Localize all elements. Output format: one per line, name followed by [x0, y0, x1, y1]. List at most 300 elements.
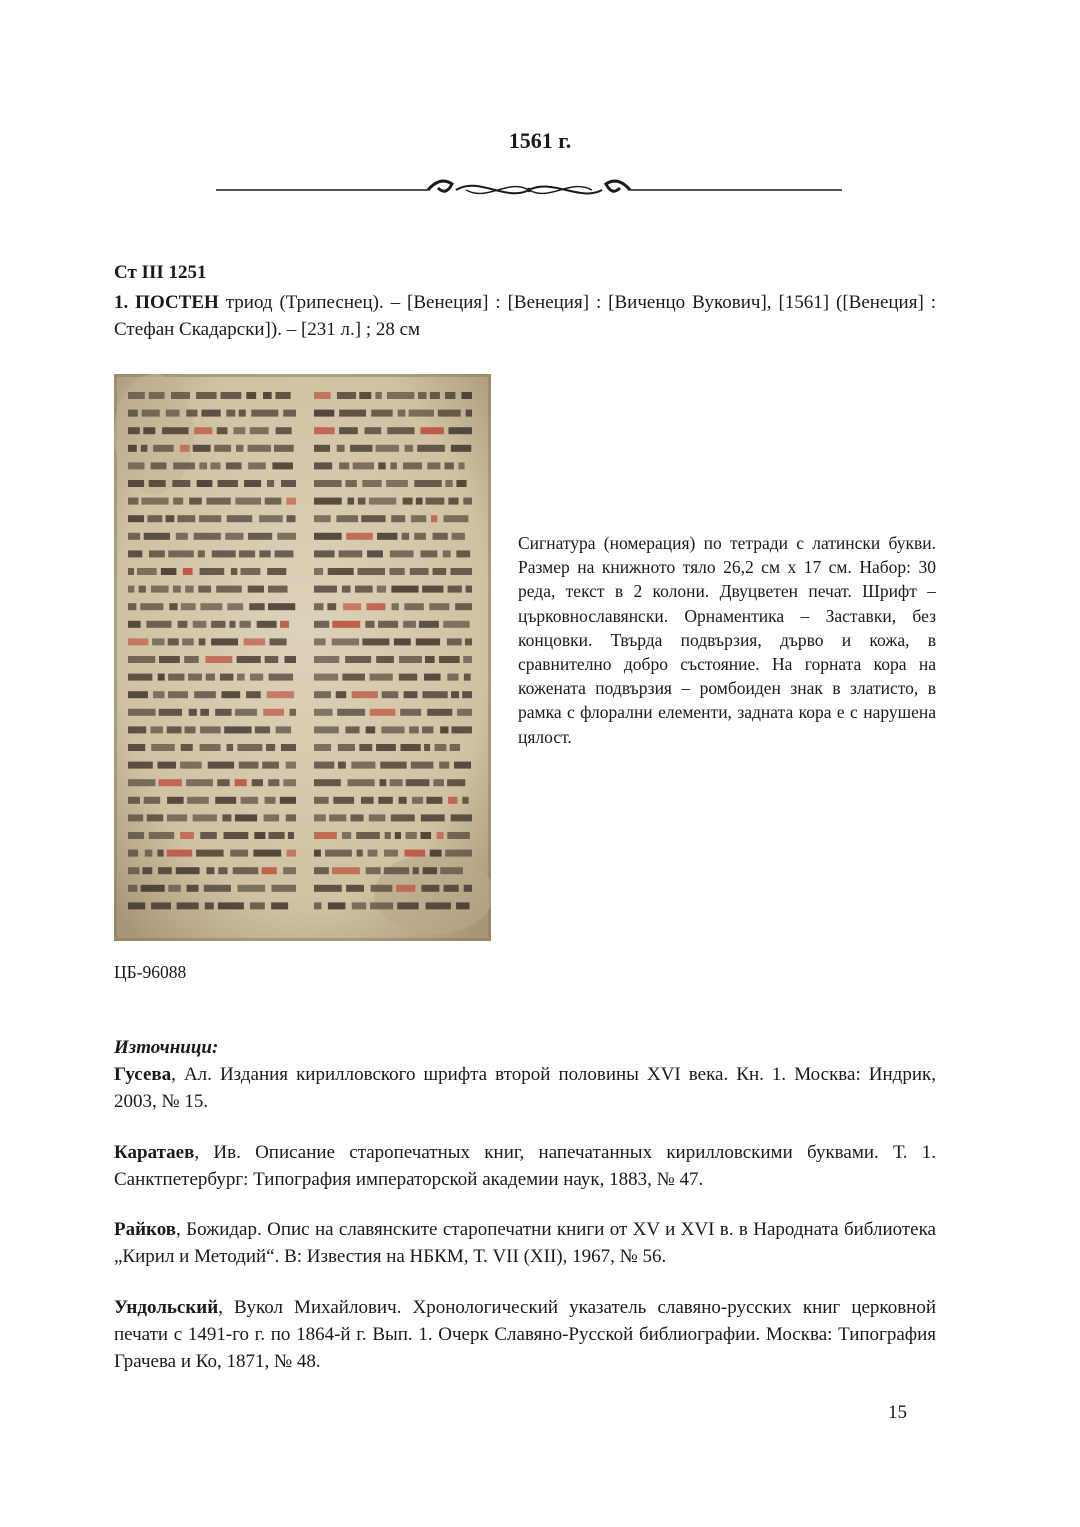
manuscript-word-stroke: [151, 902, 171, 909]
manuscript-word-stroke: [153, 691, 164, 698]
manuscript-word-stroke: [161, 568, 177, 575]
manuscript-illustration: [114, 374, 491, 941]
manuscript-word-stroke: [286, 498, 296, 505]
manuscript-word-stroke: [265, 498, 282, 505]
manuscript-word-stroke: [314, 427, 335, 434]
manuscript-word-stroke: [200, 603, 222, 610]
manuscript-word-stroke: [248, 462, 266, 469]
manuscript-word-stroke: [314, 867, 329, 874]
manuscript-word-stroke: [314, 691, 331, 698]
manuscript-word-stroke: [464, 674, 471, 681]
manuscript-word-stroke: [314, 832, 337, 839]
manuscript-word-stroke: [409, 726, 419, 733]
manuscript-word-stroke: [128, 656, 155, 663]
manuscript-word-stroke: [283, 410, 296, 417]
source-text: , Божидар. Опис на славянските старопечатни книги от XV и XVI в. в Народната библиотека „Кирил и Методий“. В: Известия на НБКМ, Т. VII (XII), 1967, № 56.: [114, 1219, 936, 1267]
manuscript-word-stroke: [172, 480, 190, 487]
manuscript-word-stroke: [450, 744, 460, 751]
manuscript-word-stroke: [361, 797, 374, 804]
manuscript-word-stroke: [205, 902, 214, 909]
manuscript-word-stroke: [339, 410, 366, 417]
manuscript-word-stroke: [433, 779, 444, 786]
manuscript-word-stroke: [390, 462, 397, 469]
manuscript-word-stroke: [128, 744, 145, 751]
manuscript-word-stroke: [338, 762, 346, 769]
manuscript-word-stroke: [265, 797, 276, 804]
manuscript-word-stroke: [378, 621, 398, 628]
manuscript-word-stroke: [429, 603, 449, 610]
manuscript-word-stroke: [404, 603, 423, 610]
source-item: [114, 1294, 936, 1375]
section-year-heading: 1561 г.: [508, 128, 572, 153]
manuscript-word-stroke: [391, 814, 415, 821]
bibliographic-entry: [114, 289, 936, 343]
manuscript-word-stroke: [149, 550, 165, 557]
manuscript-word-stroke: [358, 498, 366, 505]
manuscript-word-stroke: [448, 797, 457, 804]
manuscript-word-stroke: [185, 726, 196, 733]
manuscript-word-stroke: [422, 726, 433, 733]
manuscript-word-stroke: [157, 850, 163, 857]
manuscript-word-stroke: [465, 638, 472, 645]
manuscript-word-stroke: [387, 392, 414, 399]
manuscript-word-stroke: [169, 603, 177, 610]
manuscript-word-stroke: [423, 867, 437, 874]
manuscript-word-stroke: [445, 850, 472, 857]
manuscript-word-stroke: [263, 709, 284, 716]
manuscript-word-stroke: [227, 744, 234, 751]
manuscript-word-stroke: [181, 744, 193, 751]
manuscript-word-stroke: [402, 533, 409, 540]
manuscript-word-stroke: [342, 832, 351, 839]
manuscript-word-stroke: [151, 726, 163, 733]
manuscript-word-stroke: [237, 744, 262, 751]
manuscript-word-stroke: [414, 480, 441, 487]
manuscript-word-stroke: [200, 832, 217, 839]
manuscript-word-stroke: [351, 762, 375, 769]
manuscript-word-stroke: [275, 392, 290, 399]
manuscript-word-stroke: [128, 586, 134, 593]
manuscript-word-stroke: [420, 832, 431, 839]
manuscript-word-stroke: [168, 550, 194, 557]
source-text: , Вукол Михайлович. Хронологический указатель славяно-русских книг церковной печати с 1491-го г. по 1864-й г. Вып. 1. Очерк Славяно-Русской библиографии. Москва: Типография Грачева и Ко, 1871, № 48.: [114, 1297, 936, 1372]
manuscript-word-stroke: [200, 744, 221, 751]
manuscript-word-stroke: [128, 797, 140, 804]
manuscript-word-stroke: [137, 568, 157, 575]
manuscript-word-stroke: [288, 832, 294, 839]
manuscript-word-stroke: [358, 568, 386, 575]
manuscript-word-stroke: [141, 445, 148, 452]
manuscript-word-stroke: [461, 392, 472, 399]
manuscript-word-stroke: [451, 814, 472, 821]
shelf-signature: Ст III 1251: [114, 262, 207, 283]
manuscript-word-stroke: [362, 638, 389, 645]
manuscript-word-stroke: [248, 533, 272, 540]
manuscript-word-stroke: [231, 568, 237, 575]
manuscript-word-stroke: [158, 762, 176, 769]
manuscript-word-stroke: [405, 850, 426, 857]
manuscript-word-stroke: [246, 392, 256, 399]
manuscript-word-stroke: [350, 445, 372, 452]
manuscript-word-stroke: [230, 850, 248, 857]
manuscript-word-stroke: [211, 621, 225, 628]
manuscript-word-stroke: [194, 691, 216, 698]
manuscript-word-stroke: [184, 656, 199, 663]
manuscript-word-stroke: [337, 709, 365, 716]
manuscript-word-stroke: [464, 885, 472, 892]
manuscript-word-stroke: [448, 586, 462, 593]
manuscript-word-stroke: [159, 656, 180, 663]
manuscript-word-stroke: [422, 586, 443, 593]
manuscript-word-stroke: [437, 832, 444, 839]
manuscript-word-stroke: [281, 480, 296, 487]
manuscript-word-stroke: [328, 568, 354, 575]
manuscript-word-stroke: [142, 867, 152, 874]
manuscript-word-stroke: [390, 779, 403, 786]
manuscript-word-stroke: [221, 392, 242, 399]
manuscript-word-stroke: [314, 797, 329, 804]
manuscript-word-stroke: [144, 797, 160, 804]
manuscript-word-stroke: [128, 445, 137, 452]
manuscript-word-stroke: [167, 726, 182, 733]
manuscript-word-stroke: [189, 709, 197, 716]
manuscript-word-stroke: [314, 814, 326, 821]
manuscript-word-stroke: [359, 744, 372, 751]
manuscript-word-stroke: [199, 638, 206, 645]
manuscript-word-stroke: [379, 779, 386, 786]
entry-title: ПОСТЕН: [135, 292, 219, 313]
manuscript-word-stroke: [193, 814, 217, 821]
manuscript-word-stroke: [314, 762, 334, 769]
manuscript-page-photo: [114, 374, 491, 941]
manuscript-word-stroke: [376, 656, 394, 663]
manuscript-word-stroke: [128, 832, 144, 839]
manuscript-word-stroke: [384, 850, 398, 857]
manuscript-word-stroke: [173, 498, 183, 505]
manuscript-word-stroke: [451, 726, 472, 733]
manuscript-word-stroke: [451, 691, 459, 698]
manuscript-word-stroke: [262, 867, 277, 874]
manuscript-word-stroke: [456, 902, 469, 909]
manuscript-word-stroke: [253, 850, 281, 857]
manuscript-word-stroke: [410, 568, 429, 575]
manuscript-word-stroke: [128, 515, 144, 522]
manuscript-word-stroke: [201, 410, 220, 417]
manuscript-word-stroke: [128, 392, 145, 399]
manuscript-word-stroke: [281, 744, 296, 751]
manuscript-word-stroke: [451, 445, 471, 452]
manuscript-word-stroke: [237, 674, 245, 681]
manuscript-word-stroke: [235, 709, 257, 716]
entry-text: триод (Трипеснец). – [Венеция] : [Венеция] : [Виченцо Вукович], [1561] ([Венеция] : Стефан Скадарски]). – [231 л.] ; 28 см: [114, 292, 936, 340]
manuscript-word-stroke: [439, 656, 460, 663]
manuscript-word-stroke: [365, 621, 374, 628]
manuscript-word-stroke: [168, 638, 179, 645]
manuscript-word-stroke: [457, 709, 472, 716]
manuscript-word-stroke: [346, 885, 364, 892]
manuscript-word-stroke: [444, 885, 459, 892]
manuscript-word-stroke: [403, 462, 422, 469]
manuscript-word-stroke: [280, 797, 296, 804]
manuscript-word-stroke: [370, 902, 393, 909]
manuscript-word-stroke: [194, 533, 221, 540]
manuscript-word-stroke: [128, 709, 155, 716]
manuscript-word-stroke: [147, 515, 162, 522]
manuscript-word-stroke: [128, 850, 138, 857]
sources-heading: Източници:: [114, 1037, 219, 1058]
manuscript-word-stroke: [391, 586, 418, 593]
manuscript-word-stroke: [426, 797, 442, 804]
manuscript-word-stroke: [128, 427, 140, 434]
manuscript-word-stroke: [188, 674, 202, 681]
manuscript-word-stroke: [225, 533, 243, 540]
manuscript-word-stroke: [403, 621, 416, 628]
manuscript-word-stroke: [277, 533, 296, 540]
manuscript-word-stroke: [208, 762, 234, 769]
manuscript-word-stroke: [314, 498, 342, 505]
manuscript-word-stroke: [394, 638, 411, 645]
manuscript-word-stroke: [259, 550, 270, 557]
manuscript-word-stroke: [421, 550, 438, 557]
manuscript-word-stroke: [352, 691, 378, 698]
manuscript-word-stroke: [128, 603, 136, 610]
manuscript-word-stroke: [365, 427, 382, 434]
manuscript-word-stroke: [370, 709, 396, 716]
manuscript-word-stroke: [180, 832, 194, 839]
manuscript-word-stroke: [128, 480, 144, 487]
manuscript-word-stroke: [314, 726, 339, 733]
manuscript-word-stroke: [128, 762, 153, 769]
manuscript-word-stroke: [193, 445, 211, 452]
manuscript-word-stroke: [411, 515, 426, 522]
manuscript-word-stroke: [151, 744, 175, 751]
manuscript-word-stroke: [403, 498, 413, 505]
manuscript-word-stroke: [417, 445, 445, 452]
manuscript-word-stroke: [382, 691, 399, 698]
manuscript-word-stroke: [285, 656, 296, 663]
manuscript-word-stroke: [267, 568, 286, 575]
manuscript-word-stroke: [222, 814, 231, 821]
manuscript-word-stroke: [159, 709, 182, 716]
manuscript-word-stroke: [348, 779, 375, 786]
manuscript-word-stroke: [396, 885, 415, 892]
manuscript-word-stroke: [314, 445, 330, 452]
manuscript-word-stroke: [375, 392, 381, 399]
manuscript-word-stroke: [462, 691, 472, 698]
manuscript-word-stroke: [447, 674, 458, 681]
manuscript-word-stroke: [314, 902, 321, 909]
manuscript-word-stroke: [189, 498, 202, 505]
manuscript-word-stroke: [444, 462, 453, 469]
manuscript-word-stroke: [327, 603, 336, 610]
manuscript-word-stroke: [448, 498, 458, 505]
manuscript-word-stroke: [447, 832, 470, 839]
manuscript-word-stroke: [406, 832, 417, 839]
manuscript-word-stroke: [250, 902, 265, 909]
manuscript-word-stroke: [268, 603, 295, 610]
manuscript-word-stroke: [314, 533, 342, 540]
manuscript-word-stroke: [463, 656, 472, 663]
manuscript-word-stroke: [177, 515, 195, 522]
manuscript-word-stroke: [239, 762, 259, 769]
manuscript-word-stroke: [128, 902, 145, 909]
manuscript-word-stroke: [145, 850, 153, 857]
manuscript-word-stroke: [168, 691, 188, 698]
manuscript-word-stroke: [176, 533, 188, 540]
manuscript-word-stroke: [378, 462, 385, 469]
manuscript-word-stroke: [329, 814, 346, 821]
manuscript-word-stroke: [314, 850, 321, 857]
manuscript-word-stroke: [149, 832, 174, 839]
manuscript-word-stroke: [257, 621, 277, 628]
manuscript-word-stroke: [381, 726, 404, 733]
manuscript-word-stroke: [194, 427, 212, 434]
manuscript-word-stroke: [314, 674, 338, 681]
manuscript-word-stroke: [224, 832, 249, 839]
manuscript-word-stroke: [350, 814, 363, 821]
manuscript-word-stroke: [177, 902, 199, 909]
manuscript-word-stroke: [205, 656, 232, 663]
manuscript-word-stroke: [151, 462, 167, 469]
manuscript-word-stroke: [346, 533, 373, 540]
manuscript-word-stroke: [447, 779, 465, 786]
manuscript-word-stroke: [241, 568, 261, 575]
ornamental-divider: [216, 172, 842, 208]
manuscript-word-stroke: [325, 850, 352, 857]
manuscript-word-stroke: [183, 568, 193, 575]
manuscript-word-stroke: [166, 410, 180, 417]
manuscript-word-stroke: [215, 709, 231, 716]
manuscript-word-stroke: [314, 586, 337, 593]
manuscript-word-stroke: [356, 832, 380, 839]
manuscript-word-stroke: [386, 480, 408, 487]
manuscript-word-stroke: [380, 762, 406, 769]
manuscript-word-stroke: [424, 744, 430, 751]
manuscript-word-stroke: [342, 586, 351, 593]
manuscript-word-stroke: [200, 709, 209, 716]
manuscript-word-stroke: [198, 586, 211, 593]
manuscript-word-stroke: [314, 709, 333, 716]
manuscript-word-stroke: [462, 797, 468, 804]
manuscript-word-stroke: [405, 445, 414, 452]
manuscript-word-stroke: [272, 462, 293, 469]
manuscript-word-stroke: [367, 550, 383, 557]
manuscript-word-stroke: [355, 586, 373, 593]
manuscript-word-stroke: [366, 603, 385, 610]
manuscript-word-stroke: [336, 691, 346, 698]
manuscript-word-stroke: [199, 462, 207, 469]
manuscript-word-stroke: [332, 638, 359, 645]
manuscript-word-stroke: [376, 445, 400, 452]
manuscript-word-stroke: [427, 462, 440, 469]
manuscript-word-stroke: [246, 691, 261, 698]
manuscript-word-stroke: [128, 550, 142, 557]
manuscript-word-stroke: [128, 568, 134, 575]
manuscript-word-stroke: [314, 462, 332, 469]
manuscript-word-stroke: [143, 427, 155, 434]
manuscript-word-stroke: [399, 797, 407, 804]
manuscript-word-stroke: [271, 902, 288, 909]
manuscript-word-stroke: [425, 656, 435, 663]
manuscript-word-stroke: [237, 656, 261, 663]
manuscript-word-stroke: [168, 674, 184, 681]
manuscript-word-stroke: [196, 392, 216, 399]
manuscript-word-stroke: [366, 726, 376, 733]
manuscript-word-stroke: [220, 674, 233, 681]
manuscript-word-stroke: [217, 427, 228, 434]
manuscript-word-stroke: [427, 709, 452, 716]
manuscript-word-stroke: [275, 550, 294, 557]
manuscript-word-stroke: [452, 533, 465, 540]
manuscript-word-stroke: [214, 445, 231, 452]
manuscript-word-stroke: [180, 762, 201, 769]
manuscript-word-stroke: [141, 498, 168, 505]
source-author: Гусева: [114, 1064, 172, 1085]
manuscript-word-stroke: [252, 779, 263, 786]
manuscript-word-stroke: [218, 480, 238, 487]
manuscript-word-stroke: [336, 515, 358, 522]
manuscript-word-stroke: [420, 427, 443, 434]
manuscript-word-stroke: [419, 621, 439, 628]
manuscript-word-stroke: [248, 586, 264, 593]
source-text: , Ал. Издания кирилловского шрифта второй половины XVI века. Кн. 1. Москва: Индрик, 2003, № 15.: [114, 1064, 936, 1112]
manuscript-word-stroke: [240, 621, 251, 628]
manuscript-word-stroke: [352, 902, 366, 909]
manuscript-word-stroke: [339, 427, 358, 434]
manuscript-word-stroke: [332, 621, 360, 628]
manuscript-word-stroke: [128, 674, 152, 681]
manuscript-word-stroke: [276, 427, 292, 434]
manuscript-word-stroke: [387, 427, 414, 434]
manuscript-word-stroke: [412, 797, 423, 804]
manuscript-word-stroke: [384, 867, 409, 874]
manuscript-word-stroke: [268, 779, 279, 786]
manuscript-word-stroke: [290, 709, 296, 716]
manuscript-word-stroke: [226, 410, 235, 417]
manuscript-word-stroke: [128, 533, 140, 540]
manuscript-word-stroke: [398, 410, 406, 417]
manuscript-word-stroke: [390, 568, 405, 575]
manuscript-word-stroke: [431, 515, 437, 522]
manuscript-word-stroke: [413, 867, 419, 874]
manuscript-word-stroke: [204, 885, 231, 892]
manuscript-word-stroke: [206, 867, 214, 874]
manuscript-word-stroke: [339, 550, 363, 557]
manuscript-word-stroke: [269, 638, 286, 645]
manuscript-word-stroke: [466, 410, 472, 417]
manuscript-word-stroke: [196, 850, 224, 857]
manuscript-word-stroke: [314, 744, 331, 751]
manuscript-word-stroke: [272, 885, 296, 892]
manuscript-word-stroke: [229, 621, 235, 628]
manuscript-word-stroke: [276, 726, 291, 733]
manuscript-word-stroke: [250, 427, 269, 434]
manuscript-word-stroke: [449, 427, 472, 434]
manuscript-word-stroke: [250, 674, 263, 681]
manuscript-word-stroke: [128, 726, 146, 733]
manuscript-word-stroke: [348, 498, 355, 505]
manuscript-word-stroke: [128, 867, 139, 874]
manuscript-word-stroke: [206, 674, 215, 681]
manuscript-word-stroke: [371, 410, 392, 417]
manuscript-word-stroke: [328, 902, 345, 909]
manuscript-word-stroke: [254, 832, 265, 839]
manuscript-word-stroke: [158, 674, 165, 681]
manuscript-word-stroke: [426, 498, 445, 505]
manuscript-word-stroke: [263, 392, 272, 399]
manuscript-word-stroke: [181, 603, 196, 610]
manuscript-word-stroke: [212, 550, 236, 557]
